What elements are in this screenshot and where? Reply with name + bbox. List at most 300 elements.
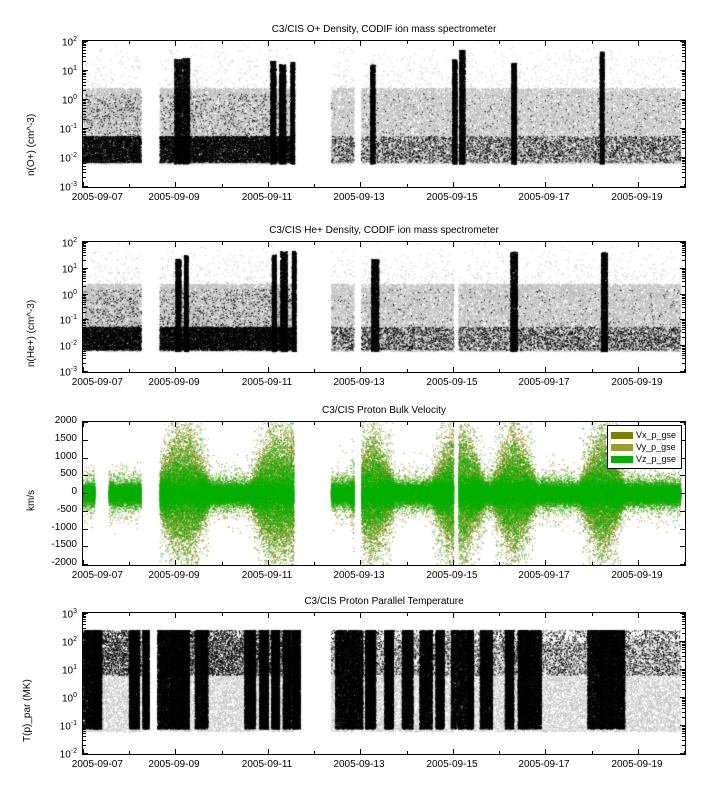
- y-minor-tick-mark: [682, 298, 685, 299]
- x-tick-label: 2005-09-11: [241, 192, 293, 203]
- x-tick-label: 2005-09-09: [148, 570, 200, 581]
- y-minor-tick-mark: [83, 731, 86, 732]
- y-minor-tick-mark: [83, 76, 86, 77]
- x-tick-mark: [684, 41, 685, 44]
- x-tick-mark: [268, 242, 269, 247]
- y-minor-tick-mark: [682, 272, 685, 273]
- y-minor-tick-mark: [83, 652, 86, 653]
- y-minor-tick-mark: [682, 680, 685, 681]
- y-minor-tick-mark: [83, 355, 86, 356]
- x-tick-mark: [684, 242, 685, 245]
- y-minor-tick-mark: [83, 108, 86, 109]
- y-minor-tick-mark: [83, 74, 86, 75]
- y-minor-tick-mark: [83, 642, 86, 643]
- y-minor-tick-mark: [682, 617, 685, 618]
- y-tick-label: $10^{-1}$: [59, 720, 77, 733]
- y-minor-tick-mark: [83, 708, 86, 709]
- x-tick-mark: [83, 182, 84, 187]
- y-minor-tick-mark: [682, 745, 685, 746]
- x-tick-mark: [545, 242, 546, 247]
- y-minor-tick-mark: [83, 302, 86, 303]
- y-minor-tick-mark: [83, 50, 86, 51]
- y-minor-tick-mark: [682, 346, 685, 347]
- panel-title: C3/CIS O+ Density, CODIF ion mass spectrometer: [271, 24, 497, 35]
- x-tick-mark: [453, 613, 454, 618]
- x-tick-mark: [545, 41, 546, 46]
- panel-he-plus-density: [26, 225, 686, 388]
- y-minor-tick-mark: [682, 300, 685, 301]
- y-minor-tick-mark: [83, 73, 86, 74]
- y-minor-tick-mark: [83, 346, 86, 347]
- legend-label-vx: Vx_p_gse: [635, 430, 676, 440]
- x-tick-mark: [314, 41, 315, 44]
- y-minor-tick-mark: [83, 733, 86, 734]
- x-tick-mark: [545, 613, 546, 618]
- y-minor-tick-mark: [83, 675, 86, 676]
- x-tick-mark: [638, 613, 639, 618]
- y-minor-tick-mark: [83, 705, 86, 706]
- x-tick-mark: [83, 242, 84, 247]
- y-minor-tick-mark: [83, 274, 86, 275]
- x-tick-mark: [453, 367, 454, 372]
- y-minor-tick-mark: [682, 140, 685, 141]
- y-minor-tick-mark: [682, 312, 685, 313]
- y-minor-tick-mark: [83, 624, 86, 625]
- x-tick-mark: [129, 422, 130, 425]
- y-minor-tick-mark: [83, 172, 86, 173]
- y-minor-tick-mark: [83, 621, 86, 622]
- y-minor-tick-mark: [83, 250, 86, 251]
- x-tick-mark: [638, 367, 639, 372]
- x-tick-mark: [129, 613, 130, 616]
- y-minor-tick-mark: [83, 677, 86, 678]
- y-minor-tick-mark: [682, 73, 685, 74]
- x-tick-label: 2005-09-17: [518, 570, 570, 581]
- x-tick-mark: [499, 751, 500, 754]
- y-tick-label: -1000: [51, 522, 77, 533]
- y-minor-tick-mark: [682, 363, 685, 364]
- x-tick-mark: [83, 367, 84, 372]
- plot-area: [82, 40, 686, 188]
- x-tick-mark: [684, 562, 685, 565]
- y-tick-label: $10^2$: [61, 36, 77, 49]
- y-minor-tick-mark: [83, 304, 86, 305]
- y-minor-tick-mark: [682, 349, 685, 350]
- plot-area: [82, 421, 686, 566]
- y-minor-tick-mark: [682, 302, 685, 303]
- y-minor-tick-mark: [83, 645, 86, 646]
- y-minor-tick-mark: [83, 103, 86, 104]
- y-minor-tick-mark: [83, 255, 86, 256]
- x-tick-label: 2005-09-17: [518, 759, 570, 770]
- y-minor-tick-mark: [682, 61, 685, 62]
- y-minor-tick-mark: [83, 351, 86, 352]
- y-tick-mark: [680, 475, 685, 476]
- x-tick-mark: [175, 422, 176, 427]
- y-minor-tick-mark: [83, 111, 86, 112]
- x-tick-mark: [268, 422, 269, 427]
- x-tick-mark: [684, 613, 685, 616]
- y-minor-tick-mark: [682, 255, 685, 256]
- y-minor-tick-mark: [682, 672, 685, 673]
- y-minor-tick-mark: [83, 129, 86, 130]
- x-tick-label: 2005-09-09: [148, 759, 200, 770]
- x-tick-mark: [314, 184, 315, 187]
- legend-swatch-vy: [611, 444, 633, 451]
- x-tick-mark: [360, 242, 361, 247]
- y-tick-mark: [83, 511, 88, 512]
- x-tick-mark: [453, 422, 454, 427]
- y-minor-tick-mark: [682, 250, 685, 251]
- y-tick-label: -1500: [51, 539, 77, 550]
- x-tick-mark: [499, 562, 500, 565]
- y-minor-tick-mark: [682, 137, 685, 138]
- y-minor-tick-mark: [682, 132, 685, 133]
- y-minor-tick-mark: [682, 103, 685, 104]
- y-minor-tick-mark: [682, 105, 685, 106]
- y-minor-tick-mark: [682, 624, 685, 625]
- y-tick-label: $10^1$: [61, 263, 77, 276]
- legend-label-vy: Vy_p_gse: [635, 442, 676, 452]
- y-minor-tick-mark: [682, 307, 685, 308]
- y-minor-tick-mark: [83, 745, 86, 746]
- y-minor-tick-mark: [682, 248, 685, 249]
- x-tick-label: 2005-09-15: [426, 377, 478, 388]
- y-minor-tick-mark: [83, 644, 86, 645]
- y-minor-tick-mark: [83, 363, 86, 364]
- y-minor-tick-mark: [682, 353, 685, 354]
- x-tick-label: 2005-09-15: [426, 759, 478, 770]
- y-minor-tick-mark: [83, 177, 86, 178]
- y-minor-tick-mark: [83, 661, 86, 662]
- y-tick-label: $10^3$: [61, 608, 77, 621]
- x-tick-mark: [222, 422, 223, 425]
- y-minor-tick-mark: [682, 736, 685, 737]
- y-minor-tick-mark: [682, 160, 685, 161]
- x-tick-label: 2005-09-19: [611, 377, 663, 388]
- x-tick-mark: [360, 560, 361, 565]
- y-minor-tick-mark: [682, 703, 685, 704]
- y-minor-tick-mark: [83, 728, 86, 729]
- y-minor-tick-mark: [682, 677, 685, 678]
- y-minor-tick-mark: [83, 161, 86, 162]
- y-tick-label: 2000: [54, 415, 77, 426]
- x-tick-label: 2005-09-19: [611, 192, 663, 203]
- y-minor-tick-mark: [83, 349, 86, 350]
- y-minor-tick-mark: [682, 108, 685, 109]
- y-minor-tick-mark: [682, 76, 685, 77]
- y-minor-tick-mark: [83, 248, 86, 249]
- x-tick-mark: [129, 562, 130, 565]
- y-minor-tick-mark: [83, 325, 86, 326]
- x-tick-mark: [499, 242, 500, 245]
- y-tick-mark: [680, 546, 685, 547]
- y-minor-tick-mark: [682, 327, 685, 328]
- y-minor-tick-mark: [682, 56, 685, 57]
- y-minor-tick-mark: [83, 717, 86, 718]
- x-tick-mark: [314, 422, 315, 425]
- x-tick-mark: [314, 751, 315, 754]
- x-tick-mark: [592, 369, 593, 372]
- y-minor-tick-mark: [83, 327, 86, 328]
- x-tick-mark: [407, 242, 408, 245]
- y-minor-tick-mark: [682, 652, 685, 653]
- x-tick-mark: [83, 560, 84, 565]
- x-tick-mark: [592, 751, 593, 754]
- y-minor-tick-mark: [682, 628, 685, 629]
- y-tick-label: $10^{-2}$: [59, 340, 77, 353]
- y-minor-tick-mark: [83, 726, 86, 727]
- y-minor-tick-mark: [682, 163, 685, 164]
- x-tick-mark: [129, 184, 130, 187]
- y-minor-tick-mark: [682, 717, 685, 718]
- y-minor-tick-mark: [682, 100, 685, 101]
- y-tick-label: $10^{-2}$: [59, 152, 77, 165]
- y-minor-tick-mark: [682, 675, 685, 676]
- y-minor-tick-mark: [682, 656, 685, 657]
- y-minor-tick-mark: [83, 163, 86, 164]
- y-minor-tick-mark: [83, 295, 86, 296]
- legend-swatch-vx: [611, 432, 633, 439]
- y-minor-tick-mark: [83, 684, 86, 685]
- x-tick-mark: [222, 751, 223, 754]
- y-minor-tick-mark: [682, 297, 685, 298]
- x-tick-label: 2005-09-13: [333, 570, 385, 581]
- x-tick-mark: [222, 242, 223, 245]
- y-minor-tick-mark: [83, 348, 86, 349]
- y-minor-tick-mark: [83, 260, 86, 261]
- x-tick-label: 2005-09-13: [333, 192, 385, 203]
- y-tick-mark: [83, 529, 88, 530]
- y-minor-tick-mark: [83, 286, 86, 287]
- y-minor-tick-mark: [682, 281, 685, 282]
- y-minor-tick-mark: [83, 712, 86, 713]
- y-tick-label: 0: [71, 486, 77, 497]
- legend-item-vy: [611, 441, 676, 453]
- x-tick-label: 2005-09-11: [241, 759, 293, 770]
- y-minor-tick-mark: [682, 161, 685, 162]
- y-minor-tick-mark: [682, 158, 685, 159]
- x-tick-mark: [175, 749, 176, 754]
- y-minor-tick-mark: [682, 358, 685, 359]
- y-minor-tick-mark: [682, 661, 685, 662]
- x-tick-label: 2005-09-07: [71, 759, 123, 770]
- y-minor-tick-mark: [83, 160, 86, 161]
- x-tick-mark: [499, 184, 500, 187]
- y-minor-tick-mark: [83, 322, 86, 323]
- y-minor-tick-mark: [682, 728, 685, 729]
- x-tick-label: 2005-09-09: [148, 377, 200, 388]
- y-minor-tick-mark: [682, 50, 685, 51]
- x-tick-mark: [592, 422, 593, 425]
- y-minor-tick-mark: [83, 649, 86, 650]
- y-minor-tick-mark: [83, 137, 86, 138]
- y-minor-tick-mark: [83, 56, 86, 57]
- y-minor-tick-mark: [682, 114, 685, 115]
- x-tick-mark: [684, 369, 685, 372]
- x-tick-mark: [222, 184, 223, 187]
- x-tick-mark: [175, 242, 176, 247]
- panel-proton-parallel-temperature: [22, 596, 686, 770]
- y-minor-tick-mark: [682, 689, 685, 690]
- y-minor-tick-mark: [83, 353, 86, 354]
- y-minor-tick-mark: [682, 172, 685, 173]
- x-tick-label: 2005-09-13: [333, 759, 385, 770]
- y-minor-tick-mark: [682, 269, 685, 270]
- x-tick-mark: [592, 562, 593, 565]
- y-minor-tick-mark: [682, 131, 685, 132]
- y-tick-label: $10^{-3}$: [59, 366, 77, 379]
- x-tick-mark: [175, 182, 176, 187]
- x-tick-mark: [360, 182, 361, 187]
- y-tick-label: $10^0$: [61, 692, 77, 705]
- y-minor-tick-mark: [83, 689, 86, 690]
- x-tick-label: 2005-09-13: [333, 377, 385, 388]
- y-axis-label: T(p)_par (MK): [22, 679, 33, 742]
- x-tick-mark: [175, 560, 176, 565]
- y-minor-tick-mark: [682, 726, 685, 727]
- y-tick-mark: [680, 493, 685, 494]
- x-tick-mark: [407, 184, 408, 187]
- x-tick-mark: [684, 184, 685, 187]
- y-minor-tick-mark: [83, 358, 86, 359]
- y-tick-label: 1500: [54, 433, 77, 444]
- x-tick-mark: [314, 369, 315, 372]
- y-minor-tick-mark: [682, 740, 685, 741]
- y-minor-tick-mark: [682, 729, 685, 730]
- x-tick-mark: [453, 749, 454, 754]
- y-tick-mark: [680, 529, 685, 530]
- x-tick-mark: [592, 184, 593, 187]
- y-minor-tick-mark: [83, 680, 86, 681]
- x-tick-mark: [175, 41, 176, 46]
- y-tick-label: $10^1$: [61, 664, 77, 677]
- y-minor-tick-mark: [682, 351, 685, 352]
- y-minor-tick-mark: [83, 619, 86, 620]
- y-tick-mark: [83, 493, 88, 494]
- y-minor-tick-mark: [83, 729, 86, 730]
- y-tick-label: $10^0$: [61, 94, 77, 107]
- x-tick-mark: [83, 613, 84, 618]
- y-minor-tick-mark: [682, 616, 685, 617]
- x-tick-mark: [314, 242, 315, 245]
- y-minor-tick-mark: [83, 656, 86, 657]
- y-tick-label: $10^{-1}$: [59, 314, 77, 327]
- legend-item-vx: [611, 429, 676, 441]
- x-tick-mark: [129, 369, 130, 372]
- y-minor-tick-mark: [83, 71, 86, 72]
- y-minor-tick-mark: [682, 148, 685, 149]
- y-minor-tick-mark: [83, 736, 86, 737]
- y-minor-tick-mark: [682, 633, 685, 634]
- x-tick-mark: [638, 182, 639, 187]
- y-minor-tick-mark: [682, 271, 685, 272]
- x-tick-mark: [360, 422, 361, 427]
- y-minor-tick-mark: [682, 44, 685, 45]
- y-minor-tick-mark: [682, 670, 685, 671]
- y-minor-tick-mark: [83, 114, 86, 115]
- x-tick-mark: [592, 613, 593, 616]
- y-minor-tick-mark: [83, 740, 86, 741]
- x-tick-mark: [407, 41, 408, 44]
- y-minor-tick-mark: [682, 733, 685, 734]
- y-minor-tick-mark: [83, 272, 86, 273]
- x-tick-mark: [684, 422, 685, 425]
- y-minor-tick-mark: [682, 642, 685, 643]
- x-tick-mark: [499, 613, 500, 616]
- x-tick-mark: [314, 613, 315, 616]
- y-minor-tick-mark: [682, 644, 685, 645]
- x-tick-mark: [407, 613, 408, 616]
- y-minor-tick-mark: [682, 143, 685, 144]
- y-minor-tick-mark: [682, 619, 685, 620]
- legend-item-vz: [611, 453, 676, 465]
- x-tick-label: 2005-09-15: [426, 192, 478, 203]
- x-tick-mark: [268, 367, 269, 372]
- x-tick-mark: [222, 562, 223, 565]
- x-tick-mark: [684, 751, 685, 754]
- y-minor-tick-mark: [682, 348, 685, 349]
- y-axis-label: n(O+) (cm^-3): [26, 113, 37, 176]
- y-tick-label: $10^2$: [61, 636, 77, 649]
- legend-label-vz: Vz_p_gse: [635, 454, 676, 464]
- y-minor-tick-mark: [682, 323, 685, 324]
- legend: [607, 425, 682, 469]
- x-tick-mark: [222, 613, 223, 616]
- y-minor-tick-mark: [83, 166, 86, 167]
- x-tick-mark: [499, 369, 500, 372]
- y-minor-tick-mark: [682, 129, 685, 130]
- y-minor-tick-mark: [682, 119, 685, 120]
- y-minor-tick-mark: [682, 684, 685, 685]
- y-minor-tick-mark: [83, 298, 86, 299]
- y-minor-tick-mark: [83, 628, 86, 629]
- y-tick-label: $10^{-1}$: [59, 123, 77, 136]
- y-tick-label: -2000: [51, 557, 77, 568]
- x-tick-mark: [499, 422, 500, 425]
- y-minor-tick-mark: [682, 260, 685, 261]
- x-tick-mark: [407, 751, 408, 754]
- y-minor-tick-mark: [682, 337, 685, 338]
- y-minor-tick-mark: [682, 304, 685, 305]
- x-tick-mark: [638, 41, 639, 46]
- legend-swatch-vz: [611, 456, 633, 463]
- x-tick-label: 2005-09-07: [71, 192, 123, 203]
- y-minor-tick-mark: [83, 281, 86, 282]
- x-tick-label: 2005-09-15: [426, 570, 478, 581]
- y-minor-tick-mark: [682, 320, 685, 321]
- y-tick-label: 1000: [54, 451, 77, 462]
- y-minor-tick-mark: [83, 82, 86, 83]
- y-minor-tick-mark: [682, 274, 685, 275]
- y-minor-tick-mark: [83, 132, 86, 133]
- x-tick-mark: [83, 749, 84, 754]
- y-minor-tick-mark: [83, 269, 86, 270]
- x-tick-mark: [360, 613, 361, 618]
- y-minor-tick-mark: [83, 85, 86, 86]
- x-tick-label: 2005-09-07: [71, 377, 123, 388]
- x-tick-mark: [175, 367, 176, 372]
- y-minor-tick-mark: [682, 111, 685, 112]
- y-minor-tick-mark: [682, 79, 685, 80]
- x-tick-mark: [268, 182, 269, 187]
- x-tick-label: 2005-09-19: [611, 759, 663, 770]
- x-tick-mark: [129, 751, 130, 754]
- y-minor-tick-mark: [83, 323, 86, 324]
- panel-title: C3/CIS He+ Density, CODIF ion mass spectrometer: [269, 225, 499, 236]
- x-tick-mark: [129, 242, 130, 245]
- x-tick-mark: [545, 182, 546, 187]
